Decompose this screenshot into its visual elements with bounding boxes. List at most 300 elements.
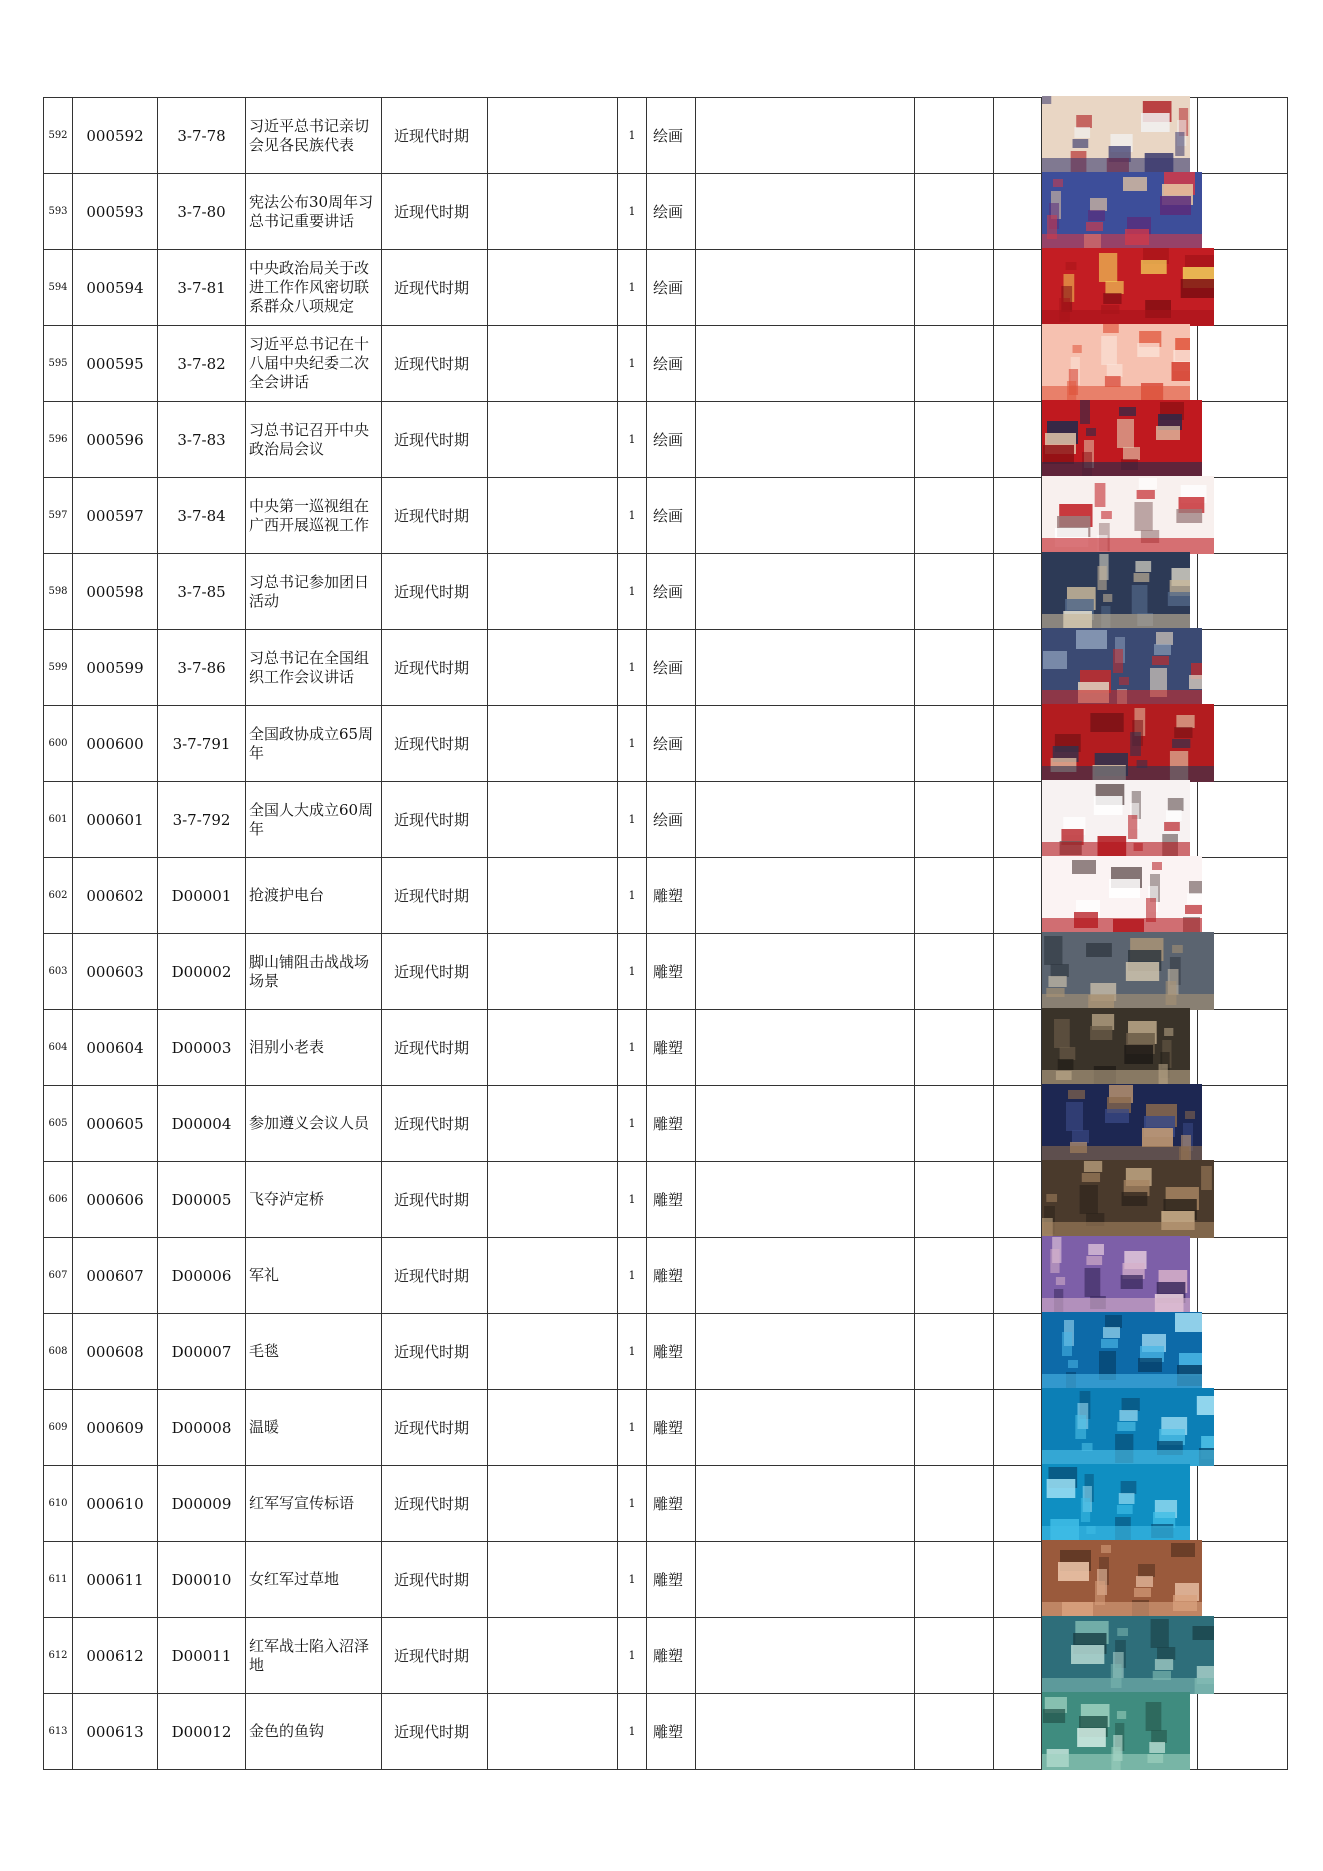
thumbnail-cell [1042, 858, 1198, 934]
empty-cell [994, 174, 1042, 250]
thumbnail-cell [1042, 706, 1198, 782]
record-code: 000596 [73, 402, 158, 478]
empty-cell [915, 1618, 994, 1694]
record-code: 000606 [73, 1162, 158, 1238]
category: 雕塑 [647, 1238, 696, 1314]
empty-cell [915, 554, 994, 630]
artwork-thumbnail-image [1042, 780, 1190, 858]
quantity: 1 [618, 1238, 647, 1314]
row-number: 598 [44, 554, 73, 630]
row-number: 604 [44, 1010, 73, 1086]
empty-cell [488, 630, 618, 706]
period: 近现代时期 [382, 250, 488, 326]
reference-number: D00001 [158, 858, 246, 934]
empty-cell [696, 98, 915, 174]
thumbnail-cell [1042, 554, 1198, 630]
reference-number: 3-7-81 [158, 250, 246, 326]
empty-cell [915, 250, 994, 326]
empty-cell [1198, 402, 1288, 478]
empty-cell [488, 478, 618, 554]
item-title: 军礼 [246, 1238, 382, 1314]
artwork-thumbnail-image [1042, 704, 1214, 782]
record-code: 000592 [73, 98, 158, 174]
artwork-thumbnail-image [1042, 856, 1202, 934]
empty-cell [994, 1162, 1042, 1238]
category: 雕塑 [647, 1010, 696, 1086]
row-number: 594 [44, 250, 73, 326]
row-number: 603 [44, 934, 73, 1010]
item-title: 习总书记参加团日活动 [246, 554, 382, 630]
thumbnail-cell [1042, 1238, 1198, 1314]
empty-cell [915, 1086, 994, 1162]
reference-number: D00009 [158, 1466, 246, 1542]
empty-cell [488, 1314, 618, 1390]
quantity: 1 [618, 858, 647, 934]
empty-cell [994, 478, 1042, 554]
row-number: 592 [44, 98, 73, 174]
period: 近现代时期 [382, 1542, 488, 1618]
thumbnail-cell [1042, 98, 1198, 174]
artwork-thumbnail-image [1042, 552, 1190, 630]
table-row [44, 174, 1288, 250]
table-row [44, 1314, 1288, 1390]
quantity: 1 [618, 478, 647, 554]
quantity: 1 [618, 934, 647, 1010]
artwork-thumbnail-image [1042, 628, 1202, 706]
thumbnail-cell [1042, 326, 1198, 402]
empty-cell [994, 1694, 1042, 1770]
item-title: 中央第一巡视组在广西开展巡视工作 [246, 478, 382, 554]
category: 雕塑 [647, 1466, 696, 1542]
table-row [44, 1390, 1288, 1466]
empty-cell [994, 1618, 1042, 1694]
period: 近现代时期 [382, 554, 488, 630]
empty-cell [488, 1542, 618, 1618]
table-row [44, 782, 1288, 858]
thumbnail-cell [1042, 1314, 1198, 1390]
period: 近现代时期 [382, 1314, 488, 1390]
empty-cell [696, 858, 915, 934]
thumbnail-cell [1042, 250, 1198, 326]
empty-cell [696, 1162, 915, 1238]
reference-number: D00005 [158, 1162, 246, 1238]
category: 绘画 [647, 554, 696, 630]
empty-cell [915, 630, 994, 706]
item-title: 温暖 [246, 1390, 382, 1466]
empty-cell [1198, 1086, 1288, 1162]
record-code: 000612 [73, 1618, 158, 1694]
empty-cell [994, 934, 1042, 1010]
quantity: 1 [618, 1162, 647, 1238]
empty-cell [994, 782, 1042, 858]
record-code: 000611 [73, 1542, 158, 1618]
row-number: 610 [44, 1466, 73, 1542]
category: 雕塑 [647, 1694, 696, 1770]
empty-cell [696, 782, 915, 858]
empty-cell [696, 1238, 915, 1314]
empty-cell [915, 1238, 994, 1314]
item-title: 习近平总书记在十八届中央纪委二次全会讲话 [246, 326, 382, 402]
artwork-thumbnail-image [1042, 1160, 1214, 1238]
empty-cell [1198, 1010, 1288, 1086]
empty-cell [994, 1390, 1042, 1466]
empty-cell [1198, 1694, 1288, 1770]
period: 近现代时期 [382, 98, 488, 174]
reference-number: 3-7-85 [158, 554, 246, 630]
empty-cell [696, 554, 915, 630]
category: 雕塑 [647, 858, 696, 934]
artwork-thumbnail-image [1042, 1312, 1202, 1390]
quantity: 1 [618, 630, 647, 706]
empty-cell [915, 1010, 994, 1086]
period: 近现代时期 [382, 174, 488, 250]
empty-cell [1198, 1466, 1288, 1542]
period: 近现代时期 [382, 1390, 488, 1466]
item-title: 参加遵义会议人员 [246, 1086, 382, 1162]
table-row [44, 1466, 1288, 1542]
category: 雕塑 [647, 1542, 696, 1618]
table-row [44, 706, 1288, 782]
empty-cell [488, 1390, 618, 1466]
quantity: 1 [618, 1010, 647, 1086]
record-code: 000610 [73, 1466, 158, 1542]
thumbnail-cell [1042, 478, 1198, 554]
record-code: 000593 [73, 174, 158, 250]
empty-cell [1198, 1238, 1288, 1314]
artwork-thumbnail-image [1042, 1008, 1190, 1086]
record-code: 000598 [73, 554, 158, 630]
item-title: 习总书记召开中央政治局会议 [246, 402, 382, 478]
category: 绘画 [647, 478, 696, 554]
empty-cell [488, 554, 618, 630]
empty-cell [696, 1542, 915, 1618]
reference-number: 3-7-792 [158, 782, 246, 858]
category: 绘画 [647, 402, 696, 478]
empty-cell [696, 1694, 915, 1770]
item-title: 抢渡护电台 [246, 858, 382, 934]
empty-cell [488, 782, 618, 858]
row-number: 608 [44, 1314, 73, 1390]
category: 雕塑 [647, 1162, 696, 1238]
thumbnail-cell [1042, 1010, 1198, 1086]
thumbnail-cell [1042, 1466, 1198, 1542]
artwork-thumbnail-image [1042, 1084, 1202, 1162]
record-code: 000601 [73, 782, 158, 858]
period: 近现代时期 [382, 630, 488, 706]
empty-cell [994, 1086, 1042, 1162]
period: 近现代时期 [382, 402, 488, 478]
empty-cell [1198, 1542, 1288, 1618]
row-number: 605 [44, 1086, 73, 1162]
item-title: 红军战士陷入沼泽地 [246, 1618, 382, 1694]
quantity: 1 [618, 174, 647, 250]
empty-cell [1198, 858, 1288, 934]
empty-cell [488, 1618, 618, 1694]
empty-cell [696, 478, 915, 554]
empty-cell [915, 402, 994, 478]
row-number: 597 [44, 478, 73, 554]
empty-cell [994, 706, 1042, 782]
empty-cell [488, 402, 618, 478]
quantity: 1 [618, 98, 647, 174]
table-row [44, 478, 1288, 554]
catalog-table [43, 97, 1288, 1770]
artwork-thumbnail-image [1042, 400, 1202, 478]
thumbnail-cell [1042, 630, 1198, 706]
empty-cell [488, 858, 618, 934]
category: 雕塑 [647, 1390, 696, 1466]
empty-cell [994, 1466, 1042, 1542]
empty-cell [1198, 1314, 1288, 1390]
record-code: 000602 [73, 858, 158, 934]
quantity: 1 [618, 1694, 647, 1770]
empty-cell [696, 630, 915, 706]
empty-cell [915, 174, 994, 250]
empty-cell [488, 1010, 618, 1086]
table-row [44, 858, 1288, 934]
row-number: 600 [44, 706, 73, 782]
row-number: 607 [44, 1238, 73, 1314]
empty-cell [994, 98, 1042, 174]
empty-cell [915, 326, 994, 402]
table-row [44, 934, 1288, 1010]
empty-cell [915, 934, 994, 1010]
thumbnail-cell [1042, 1618, 1198, 1694]
artwork-thumbnail-image [1042, 1540, 1202, 1618]
empty-cell [915, 1542, 994, 1618]
period: 近现代时期 [382, 1238, 488, 1314]
table-row [44, 1086, 1288, 1162]
row-number: 602 [44, 858, 73, 934]
table-row [44, 250, 1288, 326]
empty-cell [696, 1086, 915, 1162]
table-row [44, 1238, 1288, 1314]
empty-cell [696, 1314, 915, 1390]
row-number: 609 [44, 1390, 73, 1466]
thumbnail-cell [1042, 1694, 1198, 1770]
reference-number: 3-7-80 [158, 174, 246, 250]
period: 近现代时期 [382, 1694, 488, 1770]
record-code: 000595 [73, 326, 158, 402]
thumbnail-cell [1042, 402, 1198, 478]
empty-cell [915, 782, 994, 858]
empty-cell [915, 1314, 994, 1390]
table-row [44, 1162, 1288, 1238]
empty-cell [488, 1238, 618, 1314]
empty-cell [696, 250, 915, 326]
row-number: 596 [44, 402, 73, 478]
empty-cell [1198, 554, 1288, 630]
quantity: 1 [618, 326, 647, 402]
artwork-thumbnail-image [1042, 476, 1214, 554]
quantity: 1 [618, 782, 647, 858]
item-title: 全国政协成立65周年 [246, 706, 382, 782]
period: 近现代时期 [382, 782, 488, 858]
quantity: 1 [618, 402, 647, 478]
category: 雕塑 [647, 934, 696, 1010]
empty-cell [488, 1086, 618, 1162]
empty-cell [696, 1618, 915, 1694]
record-code: 000609 [73, 1390, 158, 1466]
empty-cell [488, 1694, 618, 1770]
empty-cell [488, 326, 618, 402]
record-code: 000600 [73, 706, 158, 782]
quantity: 1 [618, 1314, 647, 1390]
table-body [44, 98, 1288, 1770]
empty-cell [915, 858, 994, 934]
thumbnail-cell [1042, 1162, 1198, 1238]
reference-number: 3-7-84 [158, 478, 246, 554]
row-number: 613 [44, 1694, 73, 1770]
empty-cell [994, 630, 1042, 706]
table-row [44, 630, 1288, 706]
quantity: 1 [618, 554, 647, 630]
empty-cell [696, 326, 915, 402]
quantity: 1 [618, 1390, 647, 1466]
artwork-thumbnail-image [1042, 96, 1190, 174]
artwork-thumbnail-image [1042, 172, 1202, 250]
thumbnail-cell [1042, 1542, 1198, 1618]
item-title: 女红军过草地 [246, 1542, 382, 1618]
artwork-thumbnail-image [1042, 248, 1214, 326]
thumbnail-cell [1042, 1390, 1198, 1466]
category: 雕塑 [647, 1086, 696, 1162]
row-number: 593 [44, 174, 73, 250]
category: 雕塑 [647, 1314, 696, 1390]
table-row [44, 98, 1288, 174]
empty-cell [994, 402, 1042, 478]
item-title: 金色的鱼钩 [246, 1694, 382, 1770]
empty-cell [915, 1694, 994, 1770]
artwork-thumbnail-image [1042, 1388, 1214, 1466]
category: 绘画 [647, 250, 696, 326]
record-code: 000594 [73, 250, 158, 326]
row-number: 611 [44, 1542, 73, 1618]
empty-cell [1198, 174, 1288, 250]
reference-number: D00011 [158, 1618, 246, 1694]
row-number: 606 [44, 1162, 73, 1238]
table-row [44, 1694, 1288, 1770]
category: 绘画 [647, 98, 696, 174]
reference-number: D00012 [158, 1694, 246, 1770]
reference-number: D00002 [158, 934, 246, 1010]
period: 近现代时期 [382, 706, 488, 782]
record-code: 000603 [73, 934, 158, 1010]
artwork-thumbnail-image [1042, 324, 1190, 402]
reference-number: D00006 [158, 1238, 246, 1314]
empty-cell [915, 1390, 994, 1466]
table-row [44, 402, 1288, 478]
empty-cell [696, 1466, 915, 1542]
period: 近现代时期 [382, 1466, 488, 1542]
period: 近现代时期 [382, 1010, 488, 1086]
reference-number: 3-7-78 [158, 98, 246, 174]
empty-cell [488, 706, 618, 782]
row-number: 599 [44, 630, 73, 706]
empty-cell [994, 326, 1042, 402]
row-number: 601 [44, 782, 73, 858]
quantity: 1 [618, 706, 647, 782]
thumbnail-cell [1042, 782, 1198, 858]
item-title: 宪法公布30周年习总书记重要讲话 [246, 174, 382, 250]
empty-cell [994, 250, 1042, 326]
quantity: 1 [618, 1086, 647, 1162]
empty-cell [994, 1238, 1042, 1314]
item-title: 飞夺泸定桥 [246, 1162, 382, 1238]
empty-cell [488, 250, 618, 326]
item-title: 脚山铺阻击战战场场景 [246, 934, 382, 1010]
reference-number: 3-7-83 [158, 402, 246, 478]
reference-number: D00007 [158, 1314, 246, 1390]
category: 绘画 [647, 782, 696, 858]
record-code: 000613 [73, 1694, 158, 1770]
empty-cell [994, 1542, 1042, 1618]
empty-cell [915, 478, 994, 554]
empty-cell [696, 174, 915, 250]
empty-cell [915, 706, 994, 782]
thumbnail-cell [1042, 1086, 1198, 1162]
empty-cell [696, 1390, 915, 1466]
item-title: 毛毯 [246, 1314, 382, 1390]
item-title: 习总书记在全国组织工作会议讲话 [246, 630, 382, 706]
record-code: 000597 [73, 478, 158, 554]
period: 近现代时期 [382, 1618, 488, 1694]
category: 绘画 [647, 706, 696, 782]
empty-cell [994, 554, 1042, 630]
row-number: 595 [44, 326, 73, 402]
row-number: 612 [44, 1618, 73, 1694]
period: 近现代时期 [382, 1086, 488, 1162]
item-title: 红军写宣传标语 [246, 1466, 382, 1542]
quantity: 1 [618, 1542, 647, 1618]
artwork-thumbnail-image [1042, 1464, 1190, 1542]
empty-cell [696, 1010, 915, 1086]
reference-number: D00003 [158, 1010, 246, 1086]
empty-cell [696, 402, 915, 478]
empty-cell [915, 1466, 994, 1542]
category: 绘画 [647, 174, 696, 250]
period: 近现代时期 [382, 858, 488, 934]
empty-cell [488, 934, 618, 1010]
empty-cell [994, 858, 1042, 934]
item-title: 泪别小老表 [246, 1010, 382, 1086]
empty-cell [915, 98, 994, 174]
empty-cell [994, 1314, 1042, 1390]
reference-number: D00008 [158, 1390, 246, 1466]
empty-cell [488, 1466, 618, 1542]
table-row [44, 1542, 1288, 1618]
category: 绘画 [647, 630, 696, 706]
table-row [44, 554, 1288, 630]
reference-number: 3-7-82 [158, 326, 246, 402]
quantity: 1 [618, 1618, 647, 1694]
thumbnail-cell [1042, 174, 1198, 250]
record-code: 000599 [73, 630, 158, 706]
empty-cell [915, 1162, 994, 1238]
thumbnail-cell [1042, 934, 1198, 1010]
item-title: 全国人大成立60周年 [246, 782, 382, 858]
category: 雕塑 [647, 1618, 696, 1694]
reference-number: 3-7-86 [158, 630, 246, 706]
period: 近现代时期 [382, 326, 488, 402]
item-title: 中央政治局关于改进工作作风密切联系群众八项规定 [246, 250, 382, 326]
empty-cell [1198, 782, 1288, 858]
table-row [44, 1010, 1288, 1086]
category: 绘画 [647, 326, 696, 402]
empty-cell [1198, 98, 1288, 174]
empty-cell [488, 1162, 618, 1238]
reference-number: 3-7-791 [158, 706, 246, 782]
